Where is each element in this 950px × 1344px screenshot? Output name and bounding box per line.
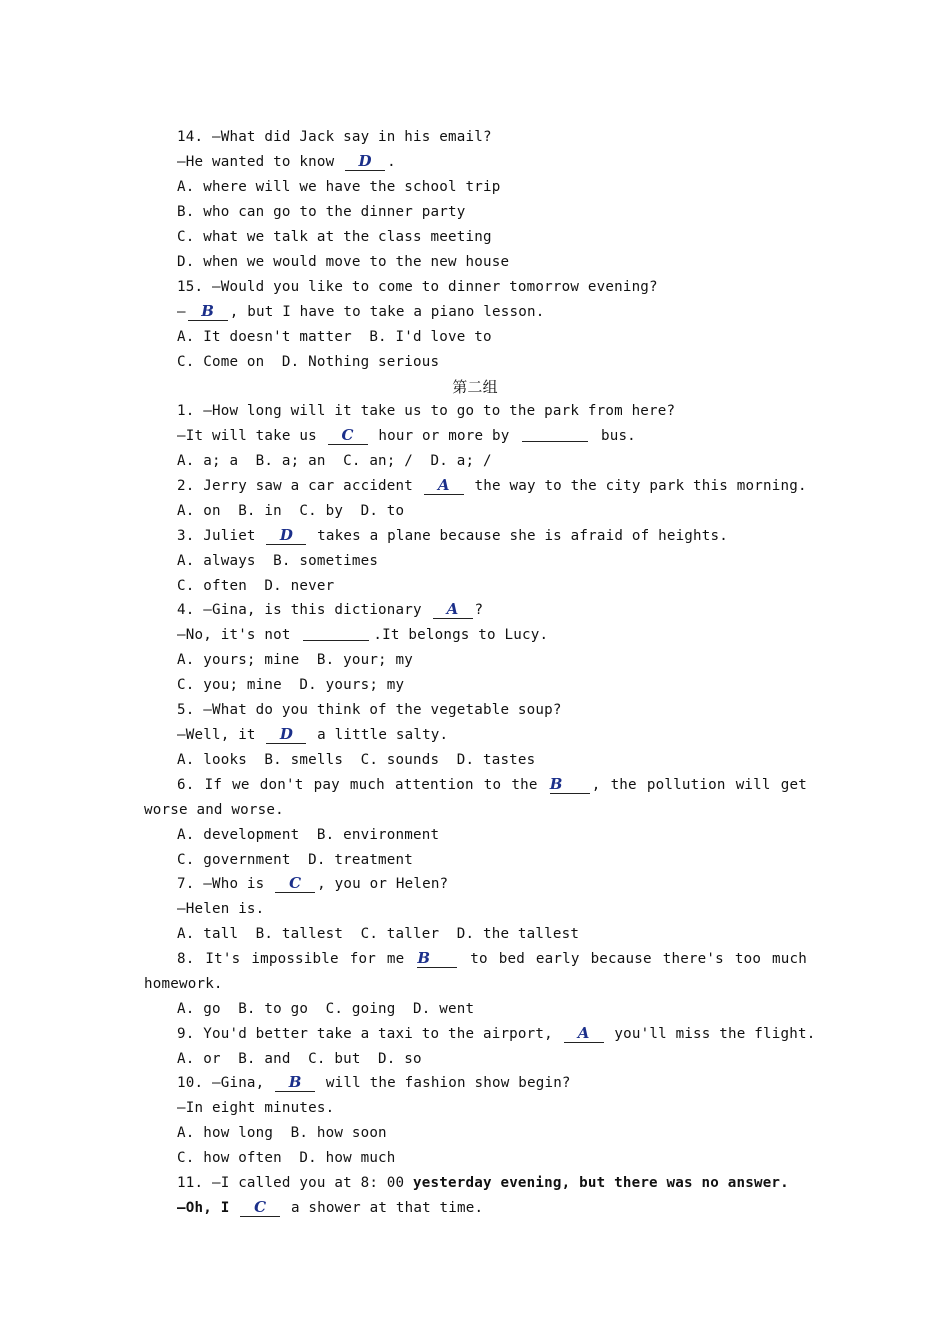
question-11-stem xyxy=(177,1173,789,1193)
answer-blank xyxy=(188,303,228,321)
answer-blank xyxy=(345,153,385,171)
question-14-reply xyxy=(177,152,396,172)
reply-text: bus. xyxy=(592,428,636,444)
question-2-options: A. on B. in C. by D. to xyxy=(177,503,405,519)
reply-text: —It will take us xyxy=(177,428,326,444)
answer-letter: B xyxy=(288,1073,302,1091)
answer-blank xyxy=(550,776,590,794)
question-14-option-d: D. when we would move to the new house xyxy=(177,254,510,270)
reply-text: —No, it's not xyxy=(177,627,300,643)
question-2-stem xyxy=(177,476,807,496)
stem-text: 3. Juliet xyxy=(177,528,265,544)
answer-blank xyxy=(240,1199,280,1217)
answer-letter: B xyxy=(549,775,563,793)
question-14-option-a: A. where will we have the school trip xyxy=(177,179,501,195)
answer-letter: A xyxy=(437,476,450,494)
question-11-reply xyxy=(177,1198,483,1218)
question-7-options: A. tall B. tallest C. taller D. the tallest xyxy=(177,926,580,942)
question-1-options: A. a; a B. a; an C. an; / D. a; / xyxy=(177,453,492,469)
question-4-options-ab: A. yours; mine B. your; my xyxy=(177,652,414,668)
question-14-option-c: C. what we talk at the class meeting xyxy=(177,229,492,245)
stem-text: 2. Jerry saw a car accident xyxy=(177,478,422,494)
question-3-options-cd: C. often D. never xyxy=(177,578,335,594)
question-6-stem xyxy=(177,775,807,795)
question-9-options: A. or B. and C. but D. so xyxy=(177,1051,422,1067)
question-14-option-b: B. who can go to the dinner party xyxy=(177,204,466,220)
stem-text: will the fashion show begin? xyxy=(317,1075,571,1091)
stem-text: the way to the city park this morning. xyxy=(465,478,807,494)
stem-text: ? xyxy=(474,602,484,618)
stem-text: 6. If we don't pay much attention to the xyxy=(177,777,548,793)
question-15-options-ab: A. It doesn't matter B. I'd love to xyxy=(177,329,492,345)
reply-text: .It belongs to Lucy. xyxy=(373,627,549,643)
question-9-stem xyxy=(177,1024,815,1044)
question-4-reply xyxy=(177,625,548,645)
reply-text: —He wanted to know xyxy=(177,154,344,170)
reply-text: a little salty. xyxy=(308,727,449,743)
answer-letter: A xyxy=(577,1024,590,1042)
empty-blank xyxy=(522,427,588,442)
answer-blank xyxy=(266,726,306,744)
question-10-options-ab: A. how long B. how soon xyxy=(177,1125,387,1141)
reply-text: . xyxy=(387,154,396,170)
answer-blank xyxy=(417,950,457,968)
answer-blank xyxy=(266,527,306,545)
section-heading: 第二组 xyxy=(452,378,498,396)
stem-text: 10. —Gina, xyxy=(177,1075,274,1091)
reply-text: —Well, it xyxy=(177,727,265,743)
answer-blank xyxy=(328,427,368,445)
question-6-continuation: worse and worse. xyxy=(144,802,284,818)
answer-letter: B xyxy=(201,302,215,320)
question-8-stem xyxy=(177,949,807,969)
reply-text: hour or more by xyxy=(369,428,519,444)
stem-text: 9. You'd better take a taxi to the airport, xyxy=(177,1026,562,1042)
question-15-stem: 15. —Would you like to come to dinner tomorrow evening? xyxy=(177,279,658,295)
question-7-stem xyxy=(177,874,448,894)
empty-blank xyxy=(303,626,369,641)
question-5-stem: 5. —What do you think of the vegetable soup? xyxy=(177,702,562,718)
answer-blank xyxy=(433,601,473,619)
answer-letter: C xyxy=(341,426,354,444)
question-1-reply xyxy=(177,426,636,446)
question-6-options-ab: A. development B. environment xyxy=(177,827,440,843)
question-5-options: A. looks B. smells C. sounds D. tastes xyxy=(177,752,536,768)
answer-letter: D xyxy=(279,526,294,544)
stem-text: you'll miss the flight. xyxy=(605,1026,816,1042)
question-7-reply: —Helen is. xyxy=(177,901,265,917)
answer-blank xyxy=(275,875,315,893)
question-5-reply xyxy=(177,725,448,745)
question-15-reply xyxy=(177,302,544,322)
reply-text: —Oh, I xyxy=(177,1200,239,1216)
stem-text: 4. —Gina, is this dictionary xyxy=(177,602,431,618)
answer-letter: D xyxy=(358,152,372,170)
question-6-options-cd: C. government D. treatment xyxy=(177,852,414,868)
stem-text: , the pollution will get xyxy=(591,777,807,793)
reply-text: , but I have to take a piano lesson. xyxy=(229,304,545,320)
stem-text-bold: yesterday evening, but there was no answer. xyxy=(413,1175,789,1191)
question-4-stem xyxy=(177,600,483,620)
answer-blank xyxy=(275,1074,315,1092)
stem-text: to bed early because there's too much xyxy=(459,951,807,967)
stem-text: 11. —I called you at 8: 00 xyxy=(177,1175,414,1191)
question-10-options-cd: C. how often D. how much xyxy=(177,1150,396,1166)
question-8-options: A. go B. to go C. going D. went xyxy=(177,1001,475,1017)
answer-letter: C xyxy=(289,874,302,892)
stem-text: 7. —Who is xyxy=(177,876,274,892)
question-3-options-ab: A. always B. sometimes xyxy=(177,553,379,569)
answer-blank xyxy=(564,1025,604,1043)
stem-text: takes a plane because she is afraid of heights. xyxy=(308,528,729,544)
stem-text: 8. It's impossible for me xyxy=(177,951,416,967)
answer-letter: A xyxy=(446,600,459,618)
stem-text: , you or Helen? xyxy=(317,876,449,892)
answer-letter: B xyxy=(417,949,431,967)
question-3-stem xyxy=(177,526,728,546)
reply-text: a shower at that time. xyxy=(282,1200,484,1216)
question-8-continuation: homework. xyxy=(144,976,223,992)
question-1-stem: 1. —How long will it take us to go to the park from here? xyxy=(177,403,676,419)
question-10-stem xyxy=(177,1073,571,1093)
question-15-options-cd: C. Come on D. Nothing serious xyxy=(177,354,440,370)
answer-letter: D xyxy=(279,725,294,743)
question-4-options-cd: C. you; mine D. yours; my xyxy=(177,677,405,693)
question-10-reply: —In eight minutes. xyxy=(177,1100,335,1116)
answer-blank xyxy=(424,477,464,495)
reply-text: — xyxy=(177,304,186,320)
answer-letter: C xyxy=(254,1198,267,1216)
question-14-stem: 14. —What did Jack say in his email? xyxy=(177,129,492,145)
